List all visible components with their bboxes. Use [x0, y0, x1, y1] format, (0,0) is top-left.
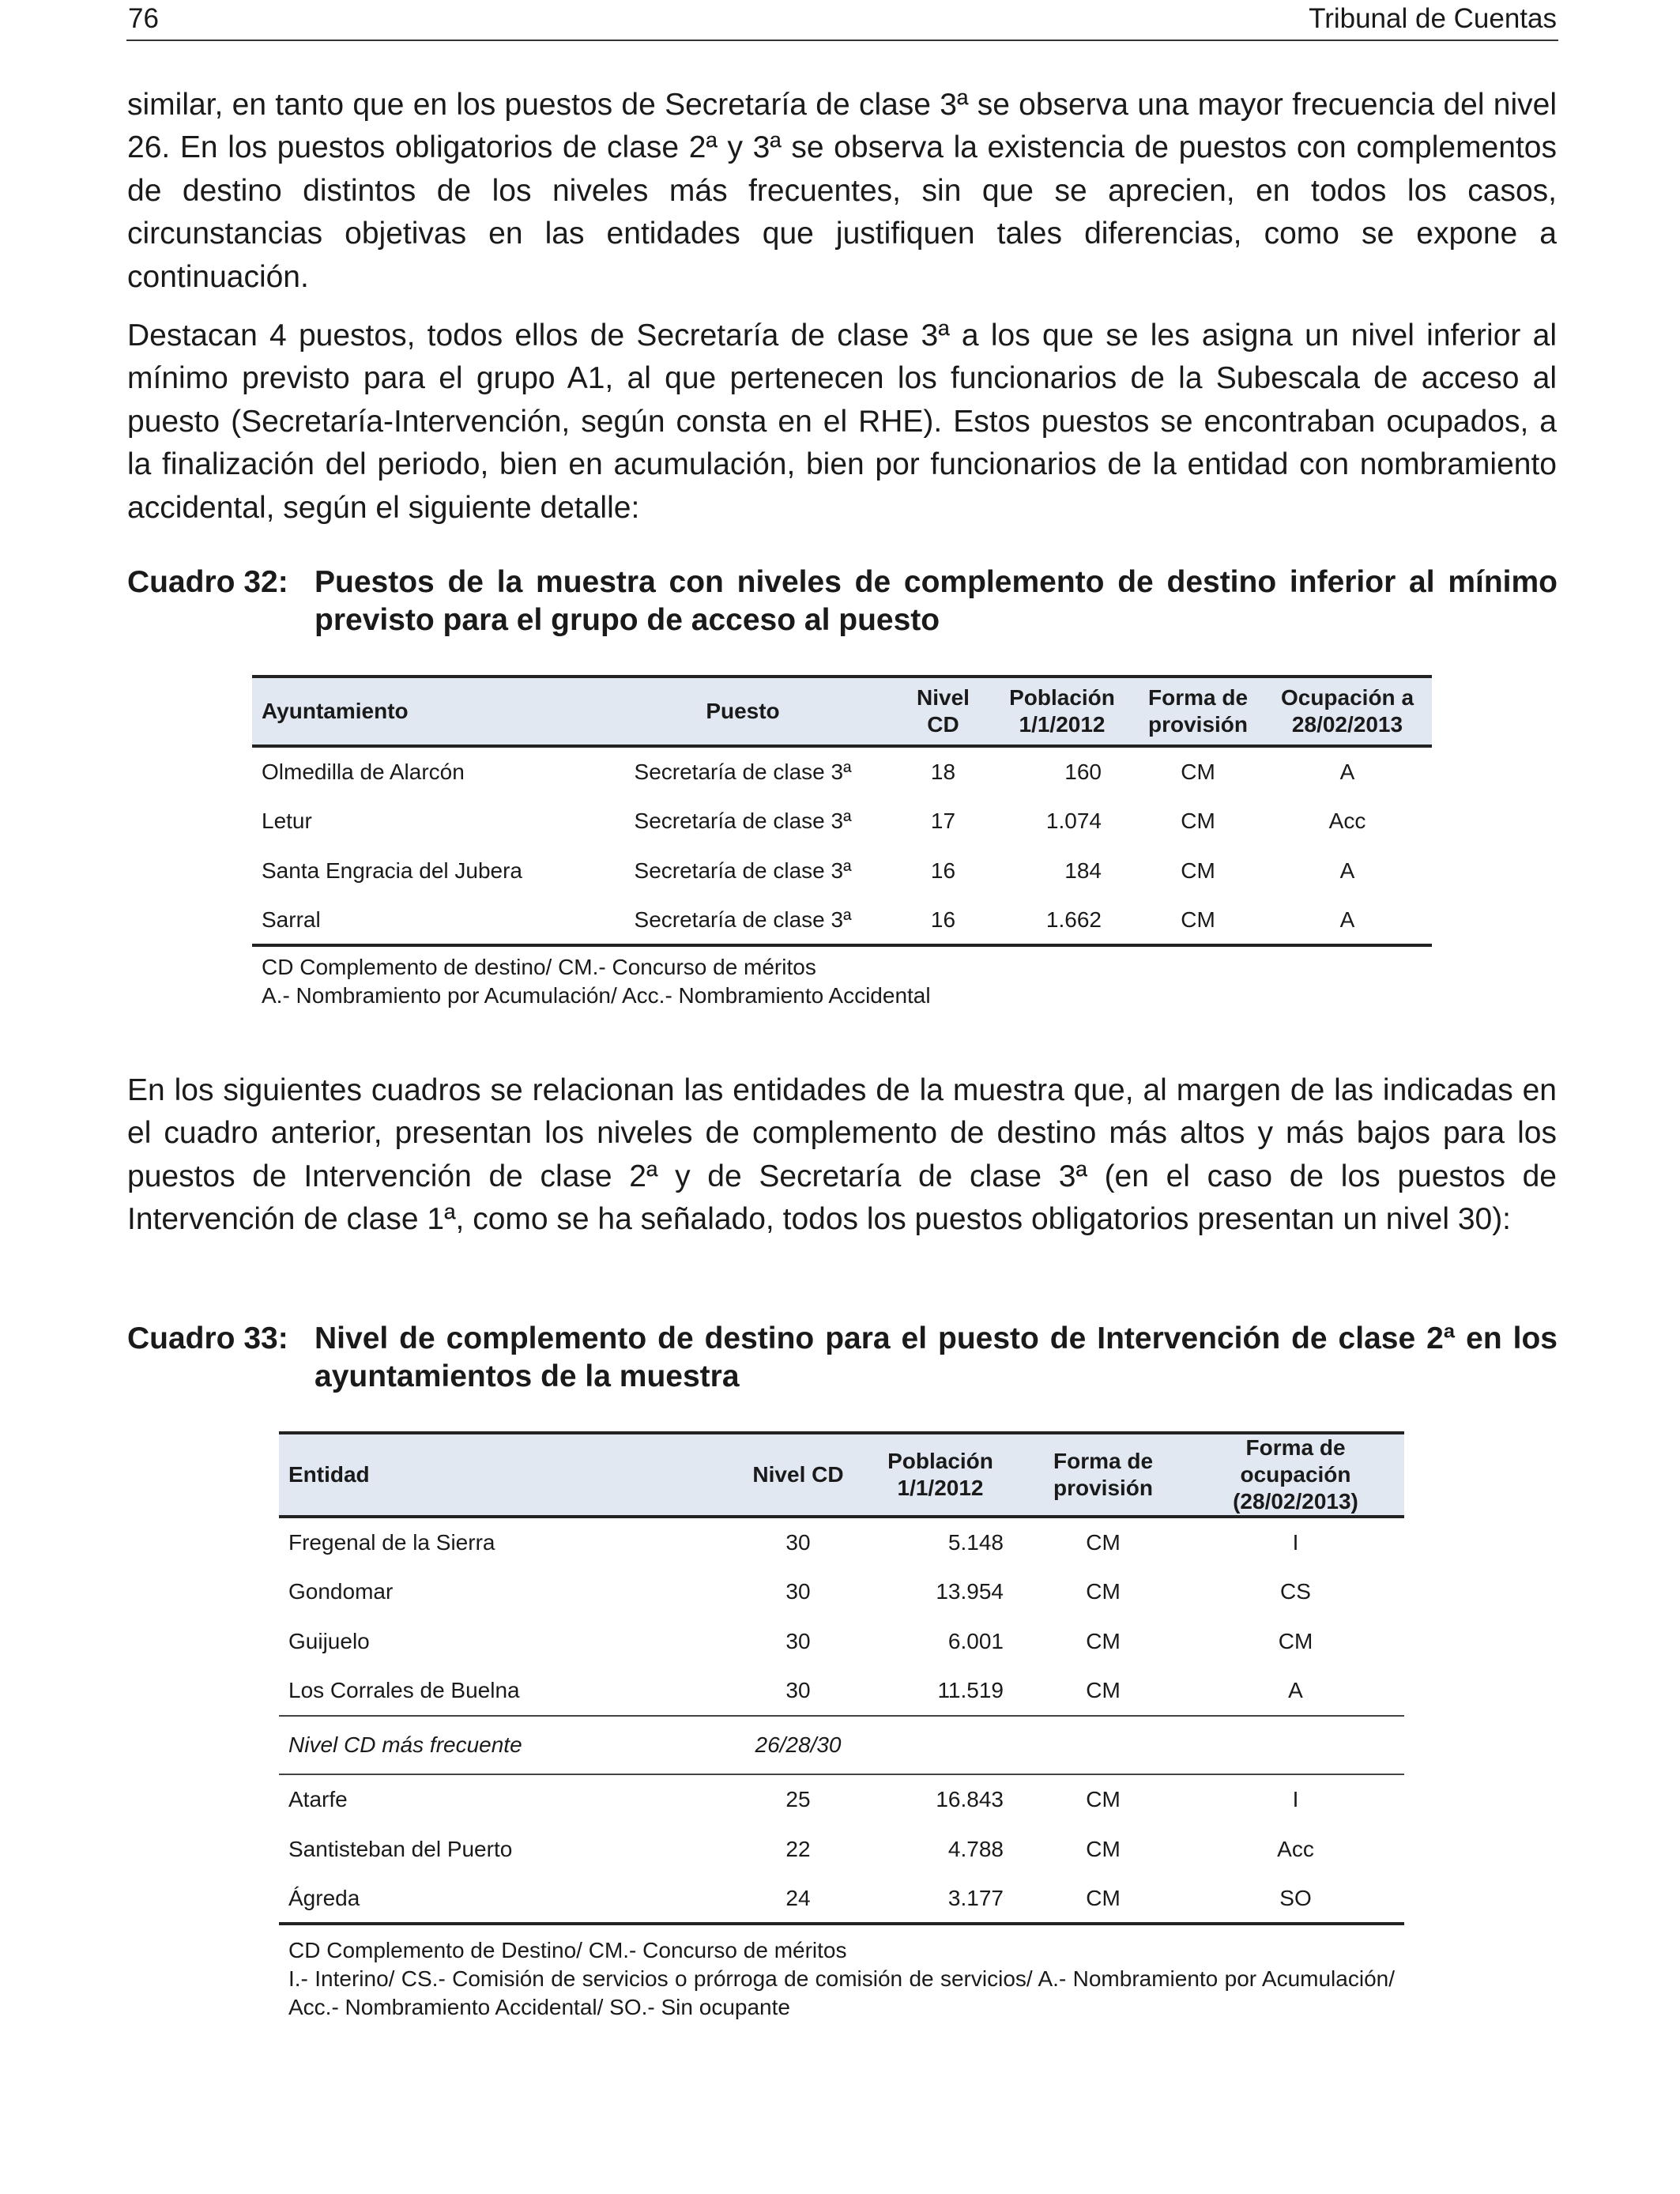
- cell-forma-ocupacion: A: [1288, 1678, 1303, 1702]
- table33-note-2: I.- Interino/ CS.- Comisión de servicios o prórroga de comisión de servicios/ A.- Nombramiento por Acumulación/ Acc.- Nombramiento Accidental/ SO.- Sin ocupante: [288, 1966, 1395, 2019]
- cell-poblacion: 11.519: [937, 1678, 1004, 1702]
- cell-nivel-cd: 30: [785, 1628, 811, 1653]
- cell-ocupacion: Acc: [1328, 808, 1366, 833]
- table-row: [279, 1824, 1404, 1874]
- table32-notes: [262, 953, 1431, 1010]
- cell-ayuntamiento: Olmedilla de Alarcón: [262, 759, 465, 784]
- table-row: [279, 1874, 1404, 1924]
- table32-caption-number: Cuadro 32:: [127, 565, 288, 599]
- cell-poblacion: 16.843: [936, 1787, 1004, 1811]
- cell-puesto: Secretaría de clase 3ª: [634, 858, 852, 883]
- cell-forma-provision: CM: [1086, 1529, 1121, 1555]
- cell-poblacion: 1.662: [1045, 907, 1102, 932]
- table-row: [279, 1666, 1404, 1716]
- table33-header-forma-ocupacion: Forma de ocupación (28/02/2013): [1187, 1433, 1404, 1517]
- table32-header-ocupacion: Ocupación a 28/02/2013: [1263, 677, 1432, 746]
- table32-header-forma-provision: Forma de provisión: [1133, 677, 1263, 746]
- cell-poblacion: 6.001: [947, 1628, 1004, 1653]
- frequent-level-value: 26/28/30: [755, 1732, 842, 1757]
- table32-note-1: CD Complemento de destino/ CM.- Concurso de méritos: [262, 955, 816, 979]
- table-row: [279, 1517, 1404, 1566]
- cell-forma-ocupacion: I: [1292, 1529, 1299, 1555]
- table33-notes: [288, 1936, 1395, 2022]
- cell-forma-provision: CM: [1086, 1836, 1121, 1861]
- cell-forma-ocupacion: CS: [1280, 1578, 1311, 1604]
- cell-entidad: Santisteban del Puerto: [288, 1836, 513, 1861]
- cell-ocupacion: A: [1339, 759, 1355, 784]
- cell-ayuntamiento: Letur: [262, 808, 312, 833]
- cell-poblacion: 160: [1064, 759, 1102, 784]
- cell-forma-ocupacion: SO: [1279, 1885, 1312, 1910]
- cell-forma-provision: CM: [1086, 1787, 1121, 1811]
- table33-note-1: CD Complemento de Destino/ CM.- Concurso de méritos: [288, 1938, 847, 1962]
- cell-puesto: Secretaría de clase 3ª: [634, 808, 852, 833]
- cell-puesto: Secretaría de clase 3ª: [634, 759, 852, 784]
- cell-entidad: Los Corrales de Buelna: [288, 1678, 520, 1702]
- cell-nivel-cd: 16: [930, 858, 956, 883]
- table33-header-forma-provision: Forma de provisión: [1019, 1433, 1187, 1517]
- cell-poblacion: 5.148: [947, 1529, 1004, 1555]
- cell-forma-provision: CM: [1086, 1885, 1121, 1910]
- table33-header-nivel-cd: Nivel CD: [735, 1433, 861, 1517]
- table-row: [252, 746, 1432, 796]
- cell-entidad: Ágreda: [288, 1885, 360, 1910]
- cell-poblacion: 3.177: [947, 1885, 1004, 1910]
- table32-header-row: [252, 677, 1432, 746]
- cell-poblacion: 4.788: [947, 1836, 1004, 1861]
- cell-forma-ocupacion: Acc: [1277, 1836, 1314, 1861]
- publisher-name: Tribunal de Cuentas: [1309, 3, 1557, 34]
- page-number: 76: [128, 3, 159, 34]
- cell-forma-provision: CM: [1181, 858, 1215, 883]
- table33-header-row: [279, 1433, 1404, 1517]
- paragraph-intro: similar, en tanto que en los puestos de Secretaría de clase 3ª se observa una mayor frecuencia del nivel 26. En los puestos obligatorios de clase 2ª y 3ª se observa la existencia de puestos con complementos de destino distintos de los niveles más frecuentes, sin que se aprecien, en todos los casos, circunstancias objetivas en las entidades que justifiquen tales diferencias, como se expone a continuación.: [127, 88, 1557, 294]
- table33-header-entidad: Entidad: [279, 1433, 735, 1517]
- table-row: [279, 1774, 1404, 1824]
- table32-header-nivel-cd: Nivel CD: [895, 677, 991, 746]
- cell-nivel-cd: 16: [930, 907, 956, 932]
- table32-caption-text: Puestos de la muestra con niveles de complemento de destino inferior al mínimo previsto para el grupo de acceso al puesto: [315, 565, 1558, 637]
- cell-entidad: Atarfe: [288, 1787, 348, 1811]
- cell-nivel-cd: 22: [785, 1836, 811, 1861]
- cell-ayuntamiento: Santa Engracia del Jubera: [262, 858, 522, 883]
- cell-forma-provision: CM: [1086, 1628, 1121, 1653]
- cell-ocupacion: A: [1339, 907, 1355, 932]
- cell-entidad: Guijuelo: [288, 1628, 370, 1653]
- frequent-level-row: [279, 1716, 1404, 1774]
- cell-nivel-cd: 30: [785, 1678, 811, 1702]
- frequent-level-label: Nivel CD más frecuente: [288, 1732, 522, 1757]
- table33-caption-number: Cuadro 33:: [127, 1321, 288, 1355]
- cell-poblacion: 184: [1064, 858, 1102, 883]
- cell-forma-provision: CM: [1086, 1678, 1121, 1702]
- page-header: [126, 0, 1558, 41]
- cell-nivel-cd: 30: [785, 1529, 811, 1555]
- table33-caption-text: Nivel de complemento de destino para el puesto de Intervención de clase 2ª en los ayuntamientos de la muestra: [315, 1321, 1558, 1393]
- cell-entidad: Fregenal de la Sierra: [288, 1529, 495, 1555]
- cell-puesto: Secretaría de clase 3ª: [634, 907, 852, 932]
- paragraph-siguientes: En los siguientes cuadros se relacionan las entidades de la muestra que, al margen de las indicadas en el cuadro anterior, presentan los niveles de complemento de destino más altos y más bajos para los puestos de Intervención de clase 2ª y de Secretaría de clase 3ª (en el caso de los puestos de Intervención de clase 1ª, como se ha señalado, todos los puestos obligatorios presentan un nivel 30):: [127, 1073, 1557, 1237]
- table-row: [252, 895, 1432, 945]
- cell-nivel-cd: 30: [785, 1578, 811, 1604]
- table32-note-2: A.- Nombramiento por Acumulación/ Acc.- Nombramiento Accidental: [262, 983, 931, 1008]
- cell-poblacion: 1.074: [1045, 808, 1102, 833]
- cell-forma-provision: CM: [1086, 1578, 1121, 1604]
- table-row: [279, 1616, 1404, 1666]
- cell-forma-ocupacion: CM: [1278, 1628, 1313, 1653]
- table32-header-puesto: Puesto: [590, 677, 895, 746]
- cell-nivel-cd: 18: [930, 759, 956, 784]
- cell-ocupacion: A: [1339, 858, 1355, 883]
- cell-poblacion: 13.954: [936, 1578, 1004, 1604]
- cell-nivel-cd: 25: [785, 1787, 811, 1811]
- table33-header-poblacion: Población 1/1/2012: [861, 1433, 1019, 1517]
- cell-forma-provision: CM: [1181, 907, 1215, 932]
- cell-ayuntamiento: Sarral: [262, 907, 321, 932]
- table32-header-ayuntamiento: Ayuntamiento: [252, 677, 590, 746]
- table32-header-poblacion: Población 1/1/2012: [991, 677, 1133, 746]
- table-row: [252, 846, 1432, 895]
- table-row: [252, 796, 1432, 846]
- cell-forma-provision: CM: [1181, 759, 1215, 784]
- cell-forma-provision: CM: [1181, 808, 1215, 833]
- cell-nivel-cd: 17: [930, 808, 956, 833]
- cell-forma-ocupacion: I: [1292, 1787, 1299, 1811]
- table-row: [279, 1566, 1404, 1616]
- table33: [279, 1431, 1404, 1925]
- table32: [252, 675, 1432, 947]
- paragraph-destacan: Destacan 4 puestos, todos ellos de Secretaría de clase 3ª a los que se les asigna un nivel inferior al mínimo previsto para el grupo A1, al que pertenecen los funcionarios de la Subescala de acceso al puesto (Secretaría-Intervención, según consta en el RHE). Estos puestos se encontraban ocupados, a la finalización del periodo, bien en acumulación, bien por funcionarios de la entidad con nombramiento accidental, según el siguiente detalle:: [127, 319, 1557, 525]
- cell-nivel-cd: 24: [785, 1885, 811, 1910]
- cell-entidad: Gondomar: [288, 1578, 394, 1604]
